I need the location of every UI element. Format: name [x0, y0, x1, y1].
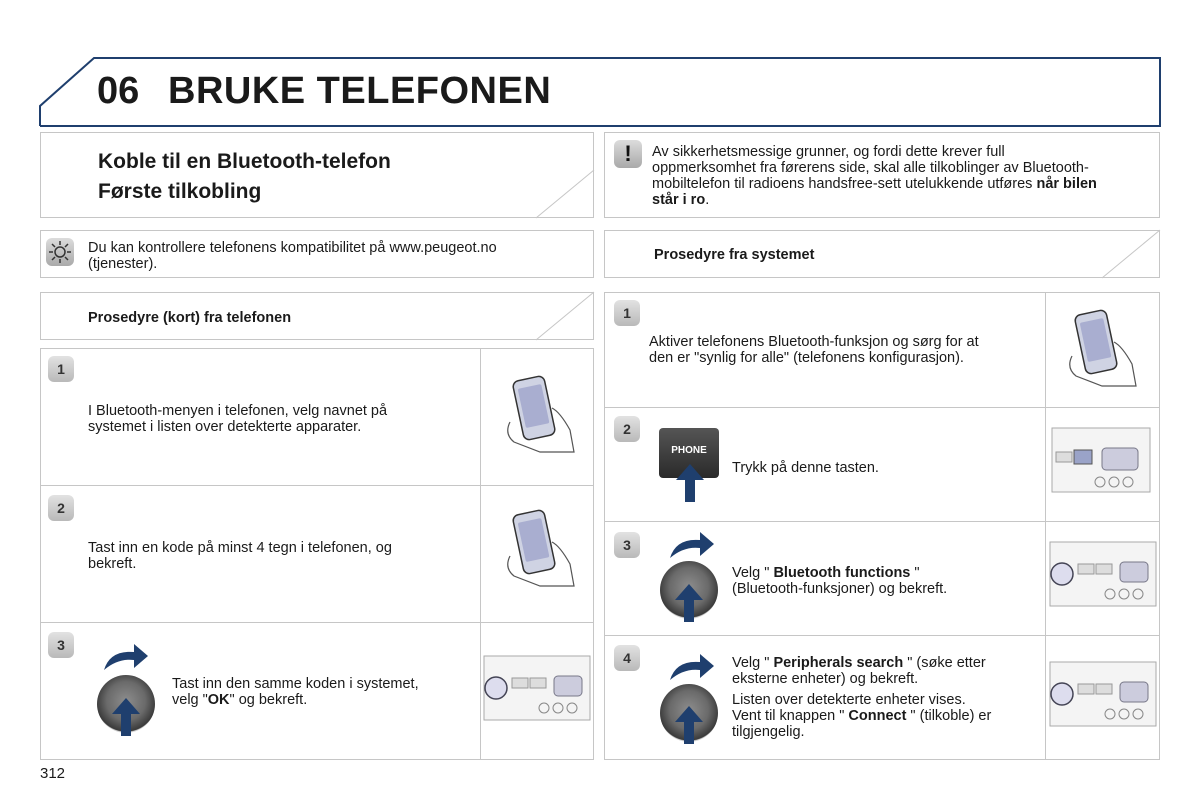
warning-text-line4-suffix: . [705, 192, 710, 208]
warning-text-line2: oppmerksomhet fra førerens side, skal alle tilkoblinger av Bluetooth- [652, 160, 1089, 176]
phone-key-button: PHONE [659, 428, 719, 478]
smartphone-hand-icon [1062, 306, 1142, 388]
radio-panel-illustration [482, 654, 592, 722]
chapter-number: 06 [97, 70, 140, 112]
system-step-4-line3: Listen over detekterte enheter vises. [732, 692, 966, 708]
system-step-3-line2: (Bluetooth-funksjoner) og bekreft. [732, 581, 948, 597]
warning-icon: ! [614, 140, 642, 168]
system-step-2-line1: Trykk på denne tasten. [732, 460, 879, 476]
phone-step-1-line1: I Bluetooth-menyen i telefonen, velg navnet på [88, 403, 388, 419]
system-step-4-line4 [732, 708, 991, 724]
radio-panel-illustration [1048, 660, 1158, 728]
system-step-1-line2: den er "synlig for alle" (telefonens konfigurasjon). [649, 350, 964, 366]
section-title-corner [530, 168, 596, 220]
system-step-4-badge: 4 [614, 645, 640, 671]
section-title-box [40, 132, 594, 218]
system-procedure-heading: Prosedyre fra systemet [654, 247, 815, 263]
radio-panel-illustration [1050, 426, 1152, 494]
tip-line2: (tjenester). [88, 256, 158, 272]
warning-text-line3-prefix: mobiltelefon til radioens handsfree-sett utelukkende utføres [652, 176, 1037, 192]
system-step-4-line1-bold: Peripherals search [773, 655, 904, 671]
phone-step-3-line2-suffix: " og bekreft. [229, 692, 308, 708]
warning-text-line4 [652, 192, 709, 208]
rotate-arrow-icon [666, 530, 716, 560]
rotate-arrow-icon [100, 642, 150, 672]
press-arrow-icon [674, 462, 706, 504]
phone-step-3-line2-bold: OK [207, 692, 230, 708]
system-step-4-line4-suffix: " (tilkoble) er [906, 708, 992, 724]
system-step-4-line1-suffix: " (søke etter [903, 655, 986, 671]
system-steps-divider-3 [604, 635, 1160, 636]
system-step-3-line1-prefix: Velg " [732, 565, 774, 581]
system-step-4-line4-prefix: Vent til knappen " [732, 708, 849, 724]
phone-procedure-heading: Prosedyre (kort) fra telefonen [88, 310, 292, 326]
system-step-1-line1: Aktiver telefonens Bluetooth-funksjon og sørg for at [649, 334, 979, 350]
section-title-line2: Første tilkobling [98, 180, 262, 203]
phone-steps-image-column [480, 348, 481, 760]
phone-step-3-line2-prefix: velg " [172, 692, 208, 708]
system-step-4-line2: eksterne enheter) og bekreft. [732, 671, 919, 687]
tip-line1: Du kan kontrollere telefonens kompatibilitet på www.peugeot.no [88, 240, 497, 256]
press-arrow-icon [110, 696, 142, 738]
system-step-3-badge: 3 [614, 532, 640, 558]
system-step-3-line1-bold: Bluetooth functions [773, 565, 911, 581]
system-step-4-line1-prefix: Velg " [732, 655, 774, 671]
system-step-3-line1-suffix: " [910, 565, 920, 581]
section-title-line1: Koble til en Bluetooth-telefon [98, 150, 391, 173]
phone-step-3-line2 [172, 692, 307, 708]
page-number: 312 [40, 765, 66, 782]
warning-text-line1: Av sikkerhetsmessige grunner, og fordi dette krever full [652, 144, 1005, 160]
system-step-1-badge: 1 [614, 300, 640, 326]
phone-step-1-badge: 1 [48, 356, 74, 382]
phone-step-1-line2: systemet i listen over detekterte apparater. [88, 419, 362, 435]
system-step-4-line5: tilgjengelig. [732, 724, 805, 740]
press-arrow-icon [673, 704, 705, 746]
chapter-title: BRUKE TELEFONEN [168, 70, 552, 112]
press-arrow-icon [673, 582, 705, 624]
radio-panel-illustration [1048, 540, 1158, 608]
system-steps-divider-1 [604, 407, 1160, 408]
system-step-4-line1 [732, 655, 986, 671]
phone-step-3-badge: 3 [48, 632, 74, 658]
phone-step-2-line1: Tast inn en kode på minst 4 tegn i telefonen, og [88, 540, 392, 556]
phone-step-2-line2: bekreft. [88, 556, 137, 572]
tip-sun-icon [46, 238, 74, 266]
system-steps-image-column [1045, 292, 1046, 760]
phone-steps-divider-2 [40, 622, 594, 623]
phone-steps-divider-1 [40, 485, 594, 486]
warning-text-line3 [652, 176, 1097, 192]
smartphone-hand-icon [500, 506, 580, 588]
warning-text-line4-bold: står i ro [652, 192, 706, 208]
system-steps-divider-2 [604, 521, 1160, 522]
system-heading-corner [1096, 228, 1162, 280]
system-step-2-badge: 2 [614, 416, 640, 442]
system-step-4-line4-bold: Connect [848, 708, 907, 724]
phone-heading-corner [530, 290, 596, 342]
system-step-3-line1 [732, 565, 920, 581]
warning-text-line3-bold: når bilen [1036, 176, 1097, 192]
phone-step-2-badge: 2 [48, 495, 74, 521]
rotate-arrow-icon [666, 652, 716, 682]
smartphone-hand-icon [500, 372, 580, 454]
phone-step-3-line1: Tast inn den samme koden i systemet, [172, 676, 419, 692]
